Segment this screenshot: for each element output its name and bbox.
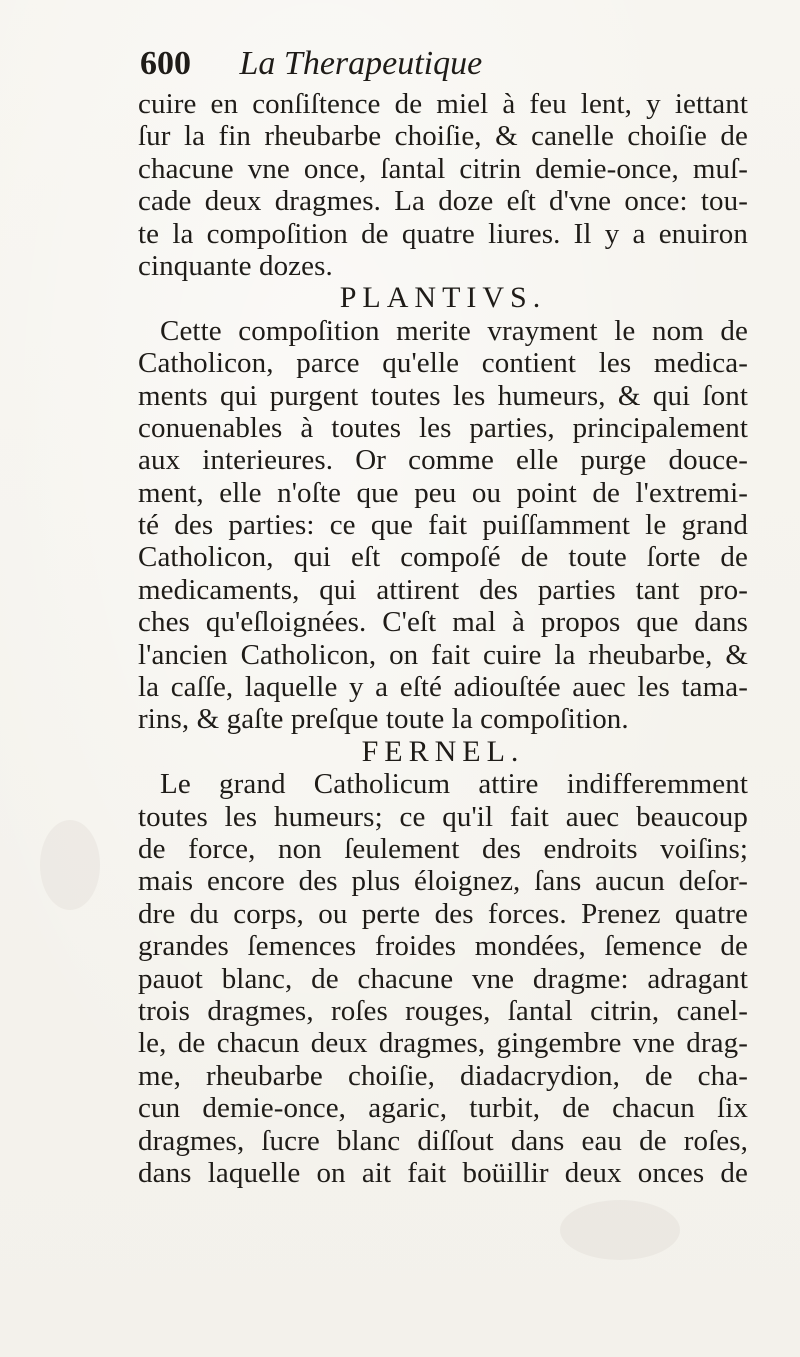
text-line: trois dragmes, roſes rouges, ſantal citrin, canel-	[138, 994, 748, 1027]
running-title: La Therapeutique	[239, 45, 483, 82]
text-line: té des parties: ce que fait puiſſamment le grand	[138, 509, 748, 542]
text-line: conuenables à toutes les parties, principalement	[138, 411, 748, 444]
text-line: de force, non ſeulement des endroits voiſins;	[138, 832, 748, 865]
page-header	[140, 44, 700, 84]
text-line: dre du corps, ou perte des forces. Prenez quatre	[138, 897, 748, 930]
paper-stain	[560, 1200, 680, 1260]
body-text	[138, 88, 748, 1189]
text-line: Catholicon, qui eſt compoſé de toute ſorte de	[138, 541, 748, 574]
text-line: grandes ſemences froides mondées, ſemence de	[138, 930, 748, 963]
text-line: rins, & gaſte preſque toute la compoſition.	[138, 703, 629, 736]
text-line: ſur la fin rheubarbe choiſie, & canelle choiſie de	[138, 120, 748, 153]
text-line: me, rheubarbe choiſie, diadacrydion, de cha-	[138, 1059, 748, 1092]
text-line: le, de chacun deux dragmes, gingembre vne drag-	[138, 1027, 748, 1060]
text-line: aux interieures. Or comme elle purge douce-	[138, 444, 748, 477]
page-number: 600	[140, 45, 191, 82]
text-line: cun demie-once, agaric, turbit, de chacun ſix	[138, 1092, 748, 1125]
text-line: dragmes, ſucre blanc diſſout dans eau de roſes,	[138, 1124, 748, 1157]
text-line: medicaments, qui attirent des parties tant pro-	[138, 573, 748, 606]
text-line: pauot blanc, de chacune vne dragme: adragant	[138, 962, 748, 995]
text-line: dans laquelle on ait fait boüillir deux onces de	[138, 1156, 748, 1189]
section-heading-fernel: FERNEL.	[361, 735, 525, 768]
text-line: ment, elle n'oſte que peu ou point de l'extremi-	[138, 476, 748, 509]
text-line: l'ancien Catholicon, on fait cuire la rheubarbe, &	[138, 638, 748, 671]
text-line: cuire en conſiſtence de miel à feu lent, y iettant	[138, 88, 748, 120]
text-line: ches qu'eſloignées. C'eſt mal à propos que dans	[138, 606, 748, 639]
text-line: mais encore des plus éloignez, ſans aucun deſor-	[138, 865, 748, 898]
text-line: Le grand Catholicum attire indifferemment	[160, 768, 748, 801]
section-heading-plantius: PLANTIVS.	[339, 282, 547, 315]
text-line: te la compoſition de quatre liures. Il y a enuiron	[138, 217, 748, 250]
text-line: Cette compoſition merite vrayment le nom de	[160, 314, 748, 347]
text-line: toutes les humeurs; ce qu'il fait auec beaucoup	[138, 800, 748, 833]
text-line: chacune vne once, ſantal citrin demie-once, muſ-	[138, 152, 748, 185]
text-line: la caſſe, laquelle y a eſté adiouſtée auec les tama-	[138, 671, 748, 704]
text-line: cinquante dozes.	[138, 249, 333, 282]
text-line: cade deux dragmes. La doze eſt d'vne once: tou-	[138, 185, 748, 218]
paper-stain	[40, 820, 100, 910]
text-line: ments qui purgent toutes les humeurs, & qui ſont	[138, 379, 748, 412]
text-line: Catholicon, parce qu'elle contient les medica-	[138, 347, 748, 380]
